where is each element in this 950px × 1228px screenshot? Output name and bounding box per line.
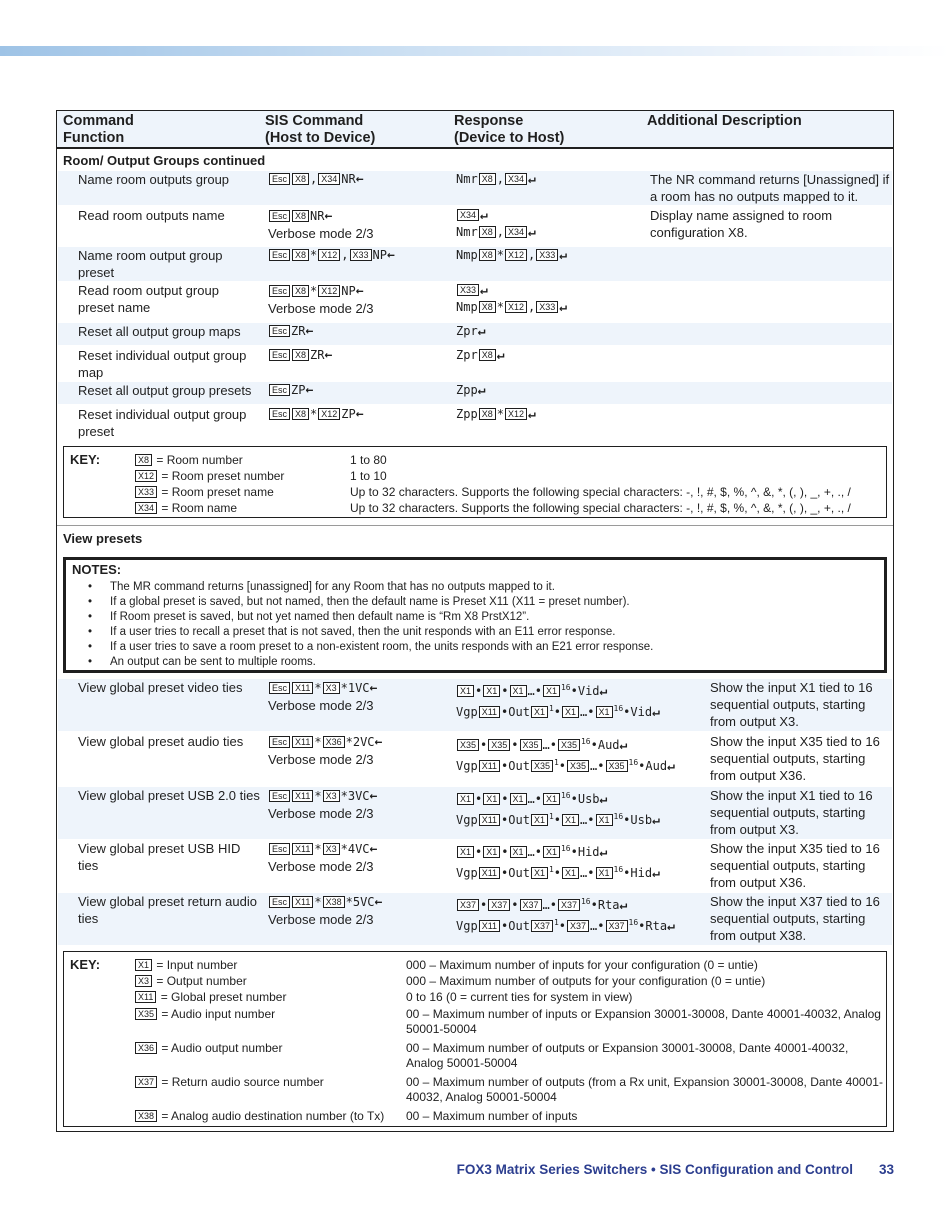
table-row [58, 840, 892, 892]
key-definition: = Output number [156, 974, 247, 988]
command-function: Reset all output group maps [78, 324, 241, 339]
page-number: 33 [878, 1162, 894, 1177]
verbose-mode-label: Verbose mode 2/3 [268, 301, 374, 316]
section-title-view-presets: View presets [63, 531, 143, 546]
response: Nmr X8 , X34 ↵ [456, 172, 536, 187]
verbose-mode-label: Verbose mode 2/3 [268, 752, 374, 767]
key-value: 00 – Maximum number of inputs or Expansion 30001-30008, Dante 40001-40032, Analog 50001-50004 [406, 1007, 881, 1036]
command-function: Read room output group preset name [78, 283, 219, 315]
table-row [58, 282, 892, 320]
key-definition: = Room preset number [161, 469, 285, 483]
command-function: Name room output group preset [78, 248, 223, 280]
table-row [58, 733, 892, 785]
footer-title: FOX3 Matrix Series Switchers • SIS Configuration and Control [456, 1162, 853, 1177]
sis-command: Esc X8 , X34 NR← [268, 171, 448, 188]
table-row [58, 679, 892, 731]
additional-description: Show the input X35 tied to 16 sequential outputs, starting from output X36. [710, 734, 880, 783]
sis-command: Esc X8 * X12 NP← Verbose mode 2/3 [268, 284, 374, 316]
key-value: 1 to 10 [350, 469, 387, 483]
page-footer [457, 1162, 894, 1177]
key-definition: = Input number [156, 958, 238, 972]
top-accent-bar [0, 46, 950, 56]
key-value: 000 – Maximum number of outputs for your configuration (0 = untie) [406, 974, 766, 988]
variable-tag: X33 [135, 486, 157, 498]
command-function: Reset individual output group preset [78, 407, 247, 439]
variable-tag: X11 [135, 991, 156, 1003]
additional-description: Show the input X35 tied to 16 sequential outputs, starting from output X36. [710, 841, 880, 890]
response: Zpr↵ [456, 324, 486, 339]
key-value: 1 to 80 [350, 453, 387, 467]
key-box-room [63, 446, 887, 518]
header-response: Response (Device to Host) [454, 113, 565, 146]
key-value: Up to 32 characters. Supports the following special characters: -, !, #, $, %, ^, &, *, (, ), _, +, ., / [350, 501, 851, 515]
key-value: 00 – Maximum number of inputs [406, 1109, 578, 1123]
note-item: • If a user tries to recall a preset that is not saved, then the unit responds with an E11 error response. [110, 625, 615, 639]
variable-tag: X35 [135, 1008, 157, 1020]
variable-tag: X37 [135, 1076, 157, 1088]
key-label: KEY: [70, 957, 101, 972]
header-sis-command: SIS Command (Host to Device) [265, 113, 376, 146]
verbose-mode-label: Verbose mode 2/3 [268, 698, 374, 713]
sis-command: Esc X8 ZR← [268, 347, 448, 364]
note-item: • If Room preset is saved, but not yet named then default name is “Rm X8 PrstX12”. [110, 610, 529, 624]
note-item: • An output can be sent to multiple rooms. [110, 655, 316, 669]
sis-command: Esc ZP← [268, 382, 448, 399]
verbose-mode-label: Verbose mode 2/3 [268, 859, 374, 874]
sis-command: Esc X11 * X38 *5VC← Verbose mode 2/3 [268, 895, 383, 927]
table-row [58, 347, 892, 381]
response: X34 ↵ Nmr X8 , X34 ↵ [456, 208, 536, 240]
sis-command: Esc X8 * X12 , X33 NP← [268, 247, 448, 264]
response: Zpr X8 ↵ [456, 348, 505, 363]
response: X35 • X35 • X35 …• X35 $^{16}$•Aud↵ Vgp X11 •Out X35 $^1$• X35 …• X35 $^{16}$•Aud↵ [456, 737, 675, 774]
notes-title: NOTES: [72, 562, 122, 577]
command-function: View global preset USB HID ties [78, 841, 241, 873]
variable-tag: X38 [135, 1110, 157, 1122]
additional-description: Show the input X1 tied to 16 sequential outputs, starting from output X3. [710, 788, 873, 837]
section-title-room-groups: Room/ Output Groups continued [63, 153, 266, 168]
command-function: View global preset return audio ties [78, 894, 257, 926]
note-item: • If a global preset is saved, but not named, then the default name is Preset X11 (X11 = preset number). [110, 595, 630, 609]
response: Zpp↵ [456, 383, 486, 398]
key-value: 000 – Maximum number of inputs for your configuration (0 = untie) [406, 958, 758, 972]
command-function: View global preset audio ties [78, 734, 244, 749]
key-value: Up to 32 characters. Supports the following special characters: -, !, #, $, %, ^, &, *, (, ), _, +, ., / [350, 485, 851, 499]
note-item: • If a user tries to save a room preset to a non-existent room, the units responds with an E21 error response. [110, 640, 653, 654]
sis-command: Esc X11 * X3 *1VC← Verbose mode 2/3 [268, 681, 378, 713]
key-value: 00 – Maximum number of outputs (from a Rx unit, Expansion 30001-30008, Dante 40001-40032, Analog 50001-50004 [406, 1075, 883, 1104]
sis-command: Esc X11 * X3 *3VC← Verbose mode 2/3 [268, 789, 378, 821]
response: X1 • X1 • X1 …• X1 $^{16}$•Vid↵ Vgp X11 •Out X1 $^1$• X1 …• X1 $^{16}$•Vid↵ [456, 683, 660, 720]
additional-description: Display name assigned to room configuration X8. [650, 208, 833, 240]
header-additional-description: Additional Description [647, 113, 802, 129]
key-definition: = Global preset number [160, 990, 287, 1004]
table-row [58, 323, 892, 345]
section-divider [57, 525, 893, 526]
table-row [58, 787, 892, 839]
key-value: 0 to 16 (0 = current ties for system in view) [406, 990, 633, 1004]
table-header [57, 111, 893, 149]
key-definition: = Return audio source number [161, 1075, 324, 1089]
sis-command: Esc X8 * X12 ZP← [268, 406, 448, 423]
key-label: KEY: [70, 452, 101, 467]
key-definition: = Room preset name [161, 485, 274, 499]
key-definition: = Analog audio destination number (to Tx) [161, 1109, 385, 1123]
command-function: Reset all output group presets [78, 383, 252, 398]
verbose-mode-label: Verbose mode 2/3 [268, 806, 374, 821]
additional-description: Show the input X37 tied to 16 sequential outputs, starting from output X38. [710, 894, 880, 943]
key-definition: = Audio input number [161, 1007, 276, 1021]
table-row [58, 893, 892, 945]
verbose-mode-label: Verbose mode 2/3 [268, 226, 374, 241]
variable-tag: X1 [135, 959, 152, 971]
key-definition: = Room name [161, 501, 238, 515]
variable-tag: X34 [135, 502, 157, 514]
command-function: View global preset USB 2.0 ties [78, 788, 260, 803]
notes-box [63, 557, 887, 673]
variable-tag: X12 [135, 470, 157, 482]
key-definition: = Audio output number [161, 1041, 283, 1055]
response: X33 ↵ Nmp X8 * X12 , X33 ↵ [456, 283, 568, 315]
key-value: 00 – Maximum number of outputs or Expansion 30001-30008, Dante 40001-40032, Analog 50001-50004 [406, 1041, 849, 1070]
key-box-view-presets [63, 951, 887, 1127]
additional-description: The NR command returns [Unassigned] if a room has no outputs mapped to it. [650, 172, 890, 204]
variable-tag: X3 [135, 975, 152, 987]
command-function: View global preset video ties [78, 680, 243, 695]
table-row [58, 406, 892, 440]
note-item: • The MR command returns [unassigned] for any Room that has no outputs mapped to it. [110, 580, 555, 594]
response: X1 • X1 • X1 …• X1 $^{16}$•Usb↵ Vgp X11 •Out X1 $^1$• X1 …• X1 $^{16}$•Usb↵ [456, 791, 660, 828]
sis-command-table [56, 110, 894, 1132]
response: Zpp X8 * X12 ↵ [456, 407, 536, 422]
response: X37 • X37 • X37 …• X37 $^{16}$•Rta↵ Vgp X11 •Out X37 $^1$• X37 …• X37 $^{16}$•Rta↵ [456, 897, 675, 934]
table-row [58, 171, 892, 205]
response: Nmp X8 * X12 , X33 ↵ [456, 248, 568, 263]
command-function: Name room outputs group [78, 172, 230, 187]
verbose-mode-label: Verbose mode 2/3 [268, 912, 374, 927]
variable-tag: X8 [135, 454, 152, 466]
table-row [58, 207, 892, 245]
table-row [58, 247, 892, 281]
key-definition: = Room number [156, 453, 243, 467]
sis-command: Esc X11 * X36 *2VC← Verbose mode 2/3 [268, 735, 383, 767]
response: X1 • X1 • X1 …• X1 $^{16}$•Hid↵ Vgp X11 •Out X1 $^1$• X1 …• X1 $^{16}$•Hid↵ [456, 844, 660, 881]
sis-command: Esc X8 NR← Verbose mode 2/3 [268, 209, 374, 241]
variable-tag: X36 [135, 1042, 157, 1054]
header-command-function: Command Function [63, 113, 134, 146]
additional-description: Show the input X1 tied to 16 sequential outputs, starting from output X3. [710, 680, 873, 729]
command-function: Reset individual output group map [78, 348, 247, 380]
command-function: Read room outputs name [78, 208, 225, 223]
sis-command: Esc X11 * X3 *4VC← Verbose mode 2/3 [268, 842, 378, 874]
table-row [58, 382, 892, 404]
sis-command: Esc ZR← [268, 323, 448, 340]
